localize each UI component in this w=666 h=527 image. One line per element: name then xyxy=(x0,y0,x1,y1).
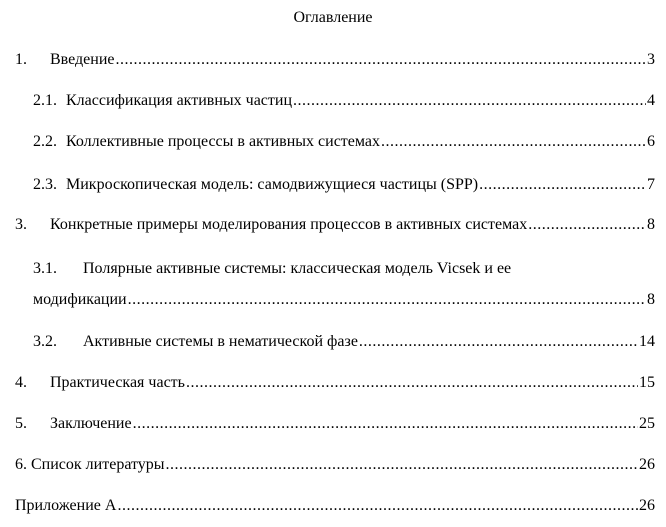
toc-entry-modeling-examples[interactable] xyxy=(15,214,655,236)
toc-entry-number: 2.3. xyxy=(33,176,57,193)
toc-entry-references[interactable] xyxy=(15,454,655,476)
toc-dot-leader xyxy=(528,214,646,236)
toc-entry-number: 4. xyxy=(15,374,27,391)
toc-entry-page: 26 xyxy=(639,456,655,473)
toc-entry-page: 8 xyxy=(647,291,655,308)
toc-entry-microscopic-model[interactable] xyxy=(33,174,655,196)
toc-entry-number: 2.1. xyxy=(33,92,57,109)
toc-entry-appendix-a[interactable] xyxy=(15,495,655,517)
toc-entry-page: 7 xyxy=(647,176,655,193)
toc-dot-leader xyxy=(293,90,646,112)
toc-entry-polar-systems-line1[interactable] xyxy=(33,258,511,280)
toc-title: Оглавление xyxy=(293,9,373,26)
toc-dot-leader xyxy=(116,49,647,71)
toc-entry-number: 3.2. xyxy=(33,333,57,350)
toc-dot-leader xyxy=(479,174,646,196)
toc-entry-page: 8 xyxy=(647,216,655,233)
toc-entry-label: Заключение xyxy=(50,415,132,432)
toc-dot-leader xyxy=(381,131,646,153)
toc-entry-page: 15 xyxy=(639,374,655,391)
toc-entry-number: 1. xyxy=(15,51,27,68)
toc-entry-label: Коллективные процессы в активных системах xyxy=(66,133,381,150)
toc-entry-label: Микроскопическая модель: самодвижущиеся частицы (SPP) xyxy=(66,176,479,193)
toc-dot-leader xyxy=(186,372,638,394)
toc-entry-number: 2.2. xyxy=(33,133,57,150)
toc-dot-leader xyxy=(359,331,638,353)
toc-entry-page: 3 xyxy=(647,51,655,68)
toc-dot-leader xyxy=(117,495,638,517)
toc-entry-label: Приложение А xyxy=(15,497,117,514)
toc-entry-number: 3.1. xyxy=(33,260,57,277)
toc-entry-label: Классификация активных частиц xyxy=(66,92,293,109)
toc-entry-page: 26 xyxy=(639,497,655,514)
toc-entry-label: 6. Список литературы xyxy=(15,456,165,473)
toc-dot-leader xyxy=(166,454,638,476)
toc-entry-page: 14 xyxy=(639,333,655,350)
toc-entry-conclusion[interactable] xyxy=(15,413,655,435)
toc-entry-nematic-phase[interactable] xyxy=(33,331,655,353)
toc-entry-page: 6 xyxy=(647,133,655,150)
toc-dot-leader xyxy=(128,289,646,311)
toc-entry-label: Введение xyxy=(50,51,115,68)
toc-entry-label: Практическая часть xyxy=(50,374,185,391)
toc-entry-practical-part[interactable] xyxy=(15,372,655,394)
toc-entry-collective-processes[interactable] xyxy=(33,131,655,153)
toc-entry-page: 4 xyxy=(647,92,655,109)
toc-entry-classification[interactable] xyxy=(33,90,655,112)
toc-entry-number: 3. xyxy=(15,216,27,233)
toc-entry-page: 25 xyxy=(639,415,655,432)
toc-entry-number: 5. xyxy=(15,415,27,432)
toc-entry-polar-systems-line2[interactable] xyxy=(33,289,655,311)
toc-entry-label: модификации xyxy=(33,291,127,308)
toc-entry-label: Полярные активные системы: классическая модель Vicsek и ее xyxy=(83,260,512,277)
toc-entry-introduction[interactable] xyxy=(15,49,655,71)
toc-entry-label: Конкретные примеры моделирования процессов в активных системах xyxy=(50,216,528,233)
toc-dot-leader xyxy=(133,413,638,435)
toc-entry-label: Активные системы в нематической фазе xyxy=(83,333,358,350)
